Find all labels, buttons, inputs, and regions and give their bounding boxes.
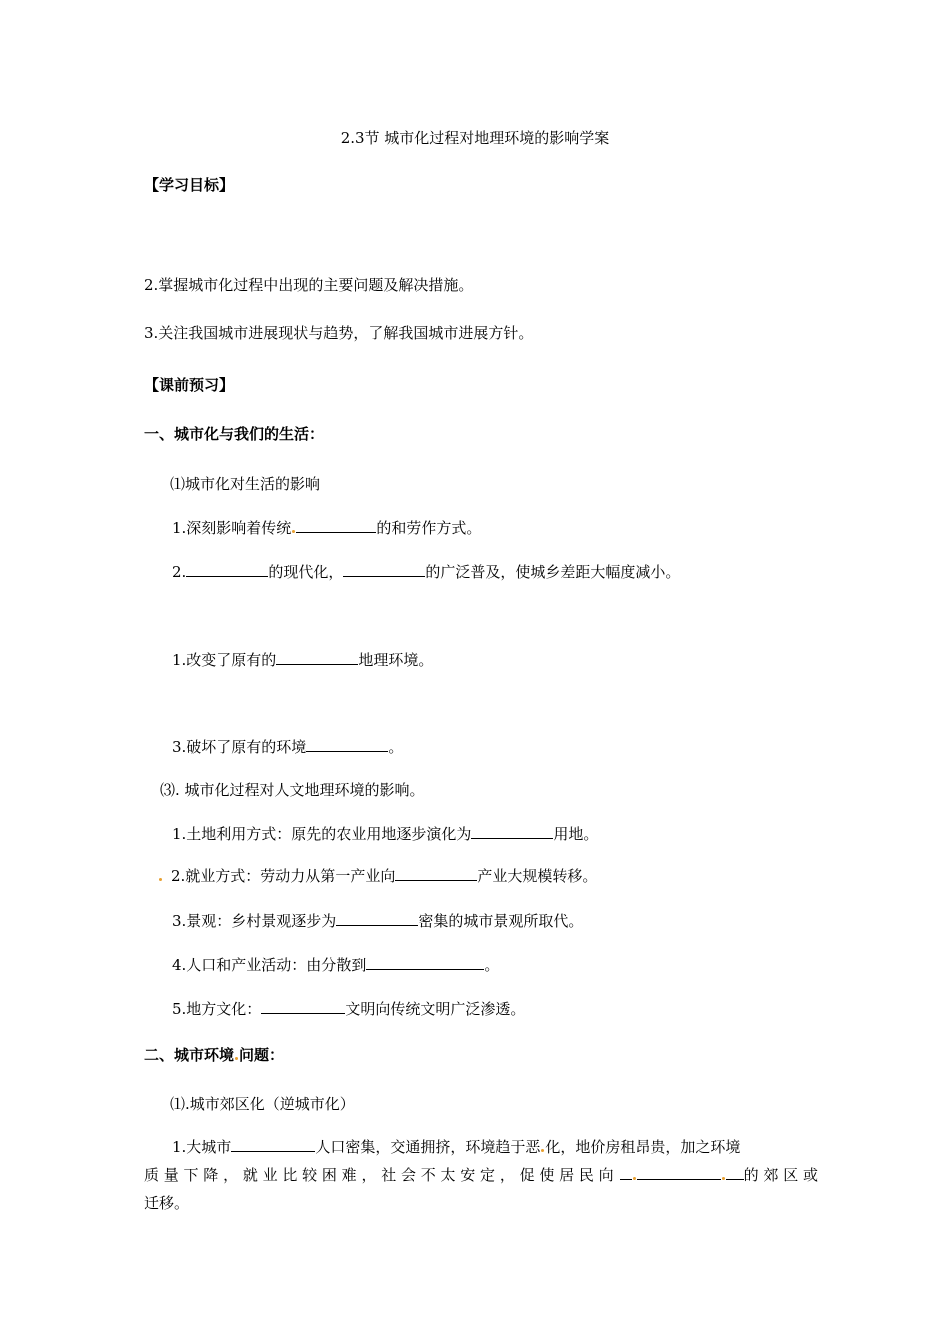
marker-dot [633, 1177, 636, 1180]
part2-p1-line2-b: 的 郊 区 或 [743, 1166, 818, 1184]
part1-heading-text: 一、城市化与我们的生活： [144, 425, 325, 443]
part1-r2-pre: 2.就业方式：劳动力从第一产业向 [171, 867, 396, 885]
part1-q2-mid: 的现代化， [268, 563, 344, 581]
part1-sub1 [170, 474, 320, 494]
part1-q4 [172, 737, 403, 757]
part2-sub1-text: ⑴.城市郊区化（逆城市化） [170, 1095, 355, 1113]
part1-q2-post: 的广泛普及，使城乡差距大幅度减小。 [425, 563, 681, 581]
part1-q3-post: 地理环境。 [358, 651, 434, 669]
part1-sub3 [160, 780, 425, 800]
part2-p1-a: 1.大城市 [172, 1138, 232, 1156]
part2-p1-c: 化，地价房租昂贵，加之环境 [545, 1138, 741, 1156]
part1-r5 [172, 999, 525, 1019]
part2-heading-b: 问题： [239, 1046, 285, 1064]
fill-blank[interactable] [296, 518, 376, 533]
page-title [0, 128, 950, 148]
part1-r2-post: 产业大规模转移。 [477, 867, 598, 885]
marker-dot [541, 1149, 544, 1152]
page-title-text: 2.3节 城市化过程对地理环境的影响学案 [340, 129, 610, 147]
fill-blank[interactable] [336, 911, 418, 926]
fill-blank[interactable] [231, 1137, 315, 1152]
part1-q2-pre: 2. [172, 563, 187, 581]
part2-p1-line3-text: 迁移。 [144, 1194, 190, 1212]
part1-r5-post: 文明向传统文明广泛渗透。 [345, 1000, 526, 1018]
fill-blank[interactable] [395, 866, 477, 881]
part1-q1-pre: 1.深刻影响着传统 [172, 519, 292, 537]
fill-blank[interactable] [637, 1165, 721, 1180]
objective-item-2 [144, 275, 473, 295]
marker-dot [292, 530, 295, 533]
part2-heading-a: 二、城市环境 [144, 1046, 235, 1064]
part2-sub1 [170, 1094, 355, 1114]
preview-header [144, 375, 234, 395]
part1-r1-pre: 1.土地利用方式：原先的农业用地逐步演化为 [172, 825, 472, 843]
part2-p1-b: 人口密集，交通拥挤，环境趋于恶 [315, 1138, 541, 1156]
fill-blank[interactable] [471, 824, 553, 839]
fill-blank[interactable] [276, 650, 358, 665]
fill-blank[interactable] [186, 562, 268, 577]
part1-q2 [172, 562, 680, 582]
objectives-header [144, 175, 234, 195]
part1-q4-post: 。 [388, 738, 404, 756]
fill-blank[interactable] [366, 955, 484, 970]
part1-q1 [172, 518, 481, 538]
part1-q1-post: 的和劳作方式。 [376, 519, 482, 537]
part1-r3 [172, 911, 583, 931]
part1-heading [144, 424, 324, 444]
fill-blank[interactable] [620, 1165, 632, 1180]
part1-q3-pre: 1.改变了原有的 [172, 651, 277, 669]
part1-r3-pre: 3.景观：乡村景观逐步为 [172, 912, 337, 930]
part1-r4-pre: 4.人口和产业活动：由分散到 [172, 956, 367, 974]
part2-heading [144, 1045, 284, 1065]
fill-blank[interactable] [306, 737, 388, 752]
part1-r1 [172, 824, 598, 844]
preview-header-text: 【课前预习】 [144, 376, 235, 394]
part2-p1-line2 [144, 1165, 818, 1185]
part2-p1-line3 [144, 1193, 189, 1213]
fill-blank[interactable] [261, 999, 345, 1014]
part2-p1-line1 [172, 1137, 740, 1157]
part1-sub3-text: ⑶. 城市化过程对人文地理环境的影响。 [160, 781, 425, 799]
fill-blank[interactable] [343, 562, 425, 577]
part1-r1-post: 用地。 [553, 825, 599, 843]
objective-item-3-text: 3.关注我国城市进展现状与趋势，了解我国城市进展方针。 [144, 324, 534, 342]
part2-p1-line2-a: 质 量 下 降 ， 就 业 比 较 困 难 ， 社 会 不 太 安 定 ， 促 使 居 民 向 [144, 1166, 614, 1184]
part1-r4-post: 。 [484, 956, 500, 974]
part1-r2 [158, 866, 597, 886]
marker-dot [722, 1177, 725, 1180]
part1-sub1-text: ⑴城市化对生活的影响 [170, 475, 321, 493]
part1-r4 [172, 955, 499, 975]
objectives-header-text: 【学习目标】 [144, 176, 235, 194]
objective-item-2-text: 2.掌握城市化过程中出现的主要问题及解决措施。 [144, 276, 474, 294]
part1-q4-pre: 3.破坏了原有的环境 [172, 738, 307, 756]
marker-dot [159, 878, 162, 881]
part1-r5-pre: 5.地方文化： [172, 1000, 262, 1018]
objective-item-3 [144, 323, 533, 343]
marker-dot [235, 1057, 238, 1060]
part1-r3-post: 密集的城市景观所取代。 [418, 912, 584, 930]
fill-blank[interactable] [726, 1165, 744, 1180]
part1-q3 [172, 650, 433, 670]
